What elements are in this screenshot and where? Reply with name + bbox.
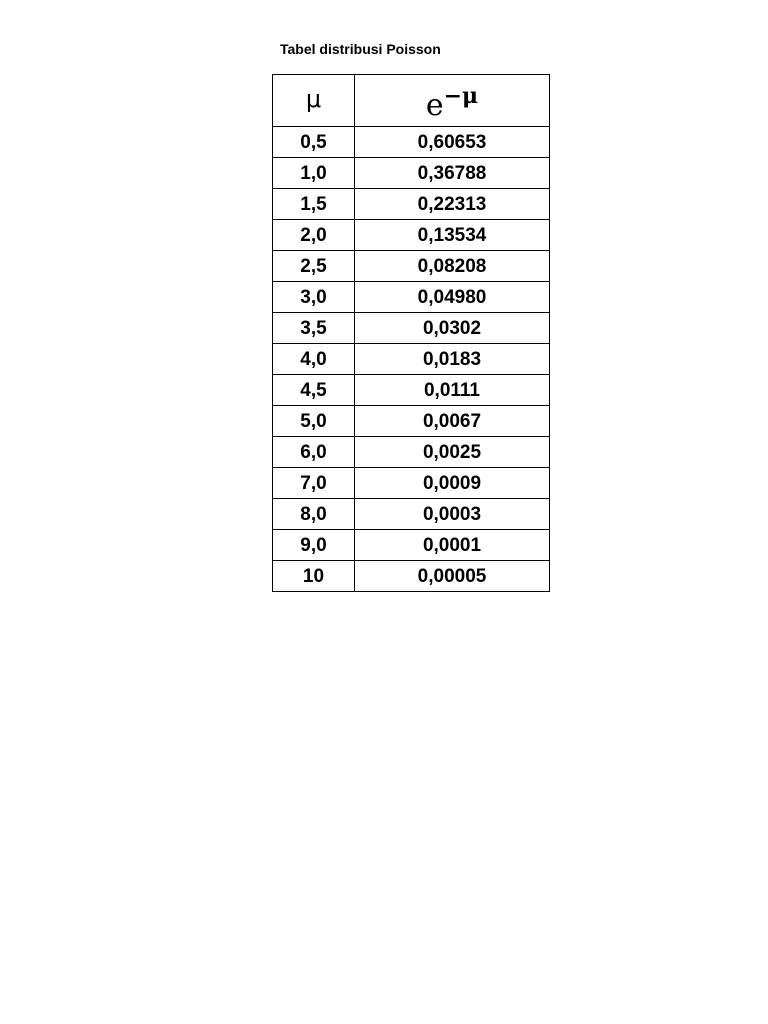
cell-mu: 1,0 [273, 158, 355, 189]
cell-mu: 4,0 [273, 344, 355, 375]
cell-value: 0,0111 [355, 375, 550, 406]
cell-value: 0,22313 [355, 189, 550, 220]
cell-mu: 3,0 [273, 282, 355, 313]
table-row [273, 189, 550, 220]
header-mu-label: μ [305, 84, 322, 113]
table-row [273, 530, 550, 561]
table-row [273, 375, 550, 406]
table-row [273, 561, 550, 592]
table-row [273, 282, 550, 313]
header-mu [273, 75, 355, 127]
table-row [273, 220, 550, 251]
cell-mu: 1,5 [273, 189, 355, 220]
cell-value: 0,0003 [355, 499, 550, 530]
table-row [273, 344, 550, 375]
cell-mu: 2,0 [273, 220, 355, 251]
header-exp-exponent: −μ [443, 82, 479, 109]
page-title: Tabel distribusi Poisson [280, 41, 441, 57]
cell-value: 0,08208 [355, 251, 550, 282]
cell-mu: 4,5 [273, 375, 355, 406]
poisson-table [272, 74, 550, 592]
table-row [273, 313, 550, 344]
table-row [273, 499, 550, 530]
cell-value: 0,0009 [355, 468, 550, 499]
cell-mu: 5,0 [273, 406, 355, 437]
cell-value: 0,13534 [355, 220, 550, 251]
cell-value: 0,0302 [355, 313, 550, 344]
table-row [273, 406, 550, 437]
cell-value: 0,0001 [355, 530, 550, 561]
header-exp [355, 75, 550, 127]
table-body [273, 127, 550, 592]
cell-mu: 3,5 [273, 313, 355, 344]
table-header-row [273, 75, 550, 127]
cell-mu: 9,0 [273, 530, 355, 561]
cell-mu: 2,5 [273, 251, 355, 282]
cell-mu: 0,5 [273, 127, 355, 158]
cell-mu: 6,0 [273, 437, 355, 468]
cell-value: 0,04980 [355, 282, 550, 313]
cell-value: 0,0183 [355, 344, 550, 375]
cell-value: 0,0025 [355, 437, 550, 468]
table-row [273, 158, 550, 189]
cell-value: 0,00005 [355, 561, 550, 592]
table-row [273, 127, 550, 158]
cell-value: 0,0067 [355, 406, 550, 437]
cell-mu: 8,0 [273, 499, 355, 530]
cell-value: 0,60653 [355, 127, 550, 158]
table-row [273, 468, 550, 499]
cell-value: 0,36788 [355, 158, 550, 189]
cell-mu: 10 [273, 561, 355, 592]
cell-mu: 7,0 [273, 468, 355, 499]
table-row [273, 251, 550, 282]
header-exp-formula [425, 82, 479, 123]
table-row [273, 437, 550, 468]
header-exp-base: e [425, 87, 444, 123]
